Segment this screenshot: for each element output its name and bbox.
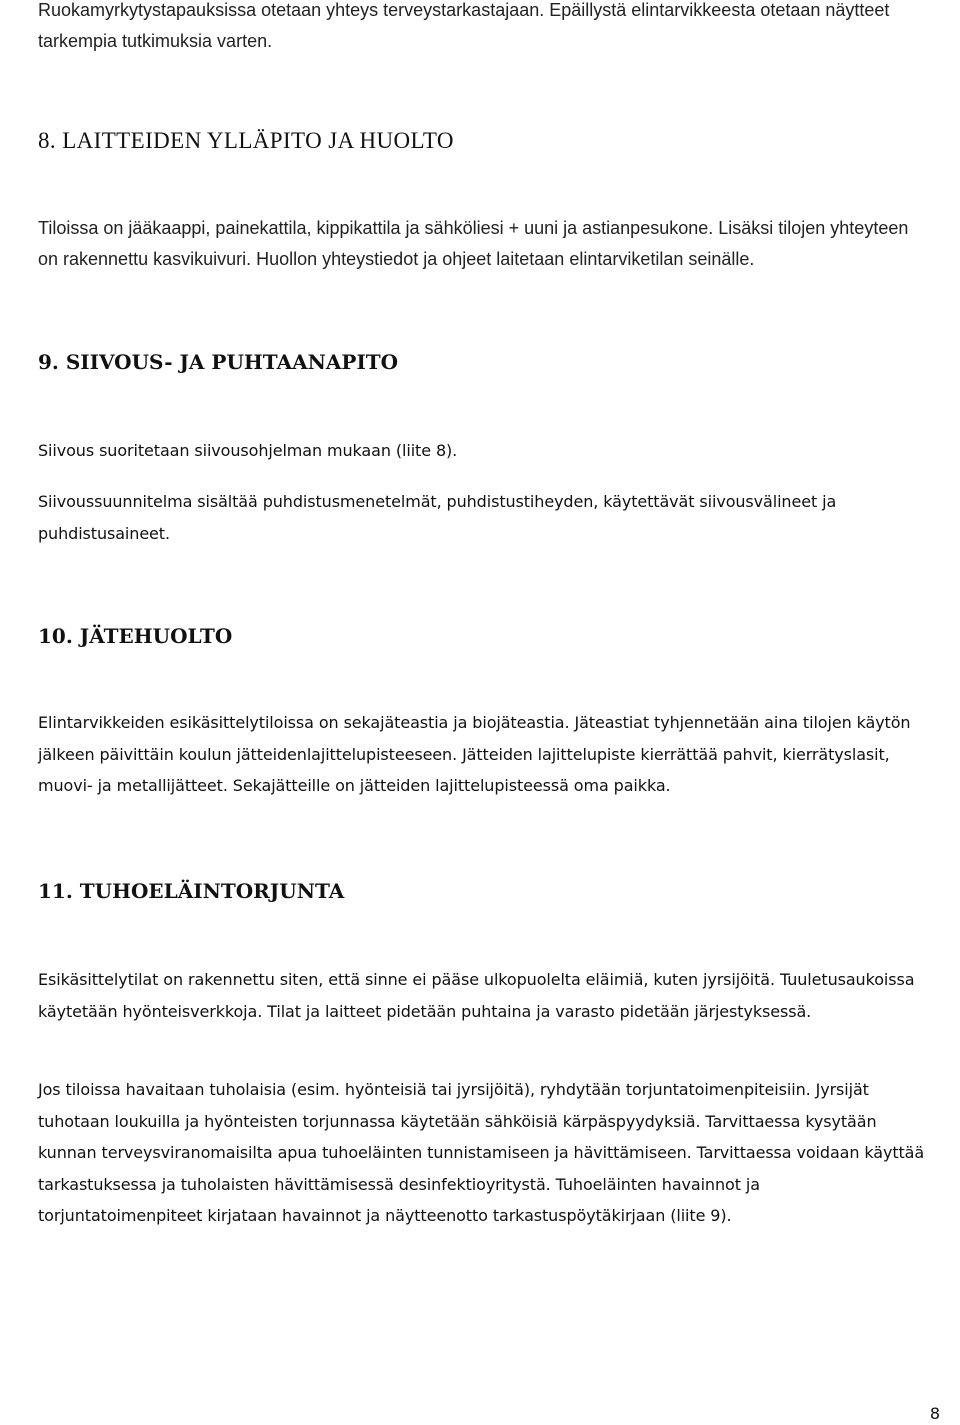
page-number: 8	[929, 1404, 940, 1423]
section-8-heading: 8. LAITTEIDEN YLLÄPITO JA HUOLTO	[38, 128, 454, 153]
section-9-heading: 9. SIIVOUS- JA PUHTAANAPITO	[38, 350, 399, 374]
intro-paragraph: Ruokamyrkytystapauksissa otetaan yhteys terveystarkastajaan. Epäillystä elintarvikkeesta otetaan näytteet tarkempia tutkimuksia varten.	[38, 0, 890, 51]
section-9-paragraph-1: Siivous suoritetaan siivousohjelman mukaan (liite 8).	[38, 441, 458, 460]
section-10-heading: 10. JÄTEHUOLTO	[38, 624, 233, 648]
section-11-heading: 11. TUHOELÄINTORJUNTA	[38, 879, 345, 903]
section-10-paragraph: Elintarvikkeiden esikäsittelytiloissa on sekajäteastia ja biojäteastia. Jäteastiat tyhjennetään aina tilojen käytön jälkeen päivittäin koulun jätteidenlajittelupisteeseen. Jätteiden lajittelupiste kierrättää pahvit, kierrätyslasit, muovi- ja metallijätteet. Sekajätteille on jätteiden lajittelupisteessä oma paikka.	[38, 713, 911, 795]
section-11-paragraph-2: Jos tiloissa havaitaan tuholaisia (esim. hyönteisiä tai jyrsijöitä), ryhdytään torjuntatoimenpiteisiin. Jyrsijät tuhotaan loukuilla ja hyönteisten torjunnassa käytetään sähköisiä kärpäspyydyksiä. Tarvittaessa kysytään kunnan terveysviranomaisilta apua tuhoeläinten tunnistamiseen ja hävittämiseen. Tarvittaessa voidaan käyttää tarkastuksessa ja tuholaisten hävittämisessä desinfektioyritystä. Tuhoeläinten havainnot ja torjuntatoimenpiteet kirjataan havainnot ja näytteenotto tarkastuspöytäkirjaan (liite 9).	[38, 1080, 925, 1225]
section-11-paragraph-1: Esikäsittelytilat on rakennettu siten, että sinne ei pääse ulkopuolelta eläimiä, kuten jyrsijöitä. Tuuletusaukoissa käytetään hyönteisverkkoja. Tilat ja laitteet pidetään puhtaina ja varasto pidetään järjestyksessä.	[38, 970, 915, 1021]
section-8-paragraph: Tiloissa on jääkaappi, painekattila, kippikattila ja sähköliesi + uuni ja astianpesukone. Lisäksi tilojen yhteyteen on rakennettu kasvikuivuri. Huollon yhteystiedot ja ohjeet laitetaan elintarviketilan seinälle.	[38, 218, 909, 269]
section-9-paragraph-2: Siivoussuunnitelma sisältää puhdistusmenetelmät, puhdistustiheyden, käytettävät siivousvälineet ja puhdistusaineet.	[38, 492, 837, 543]
